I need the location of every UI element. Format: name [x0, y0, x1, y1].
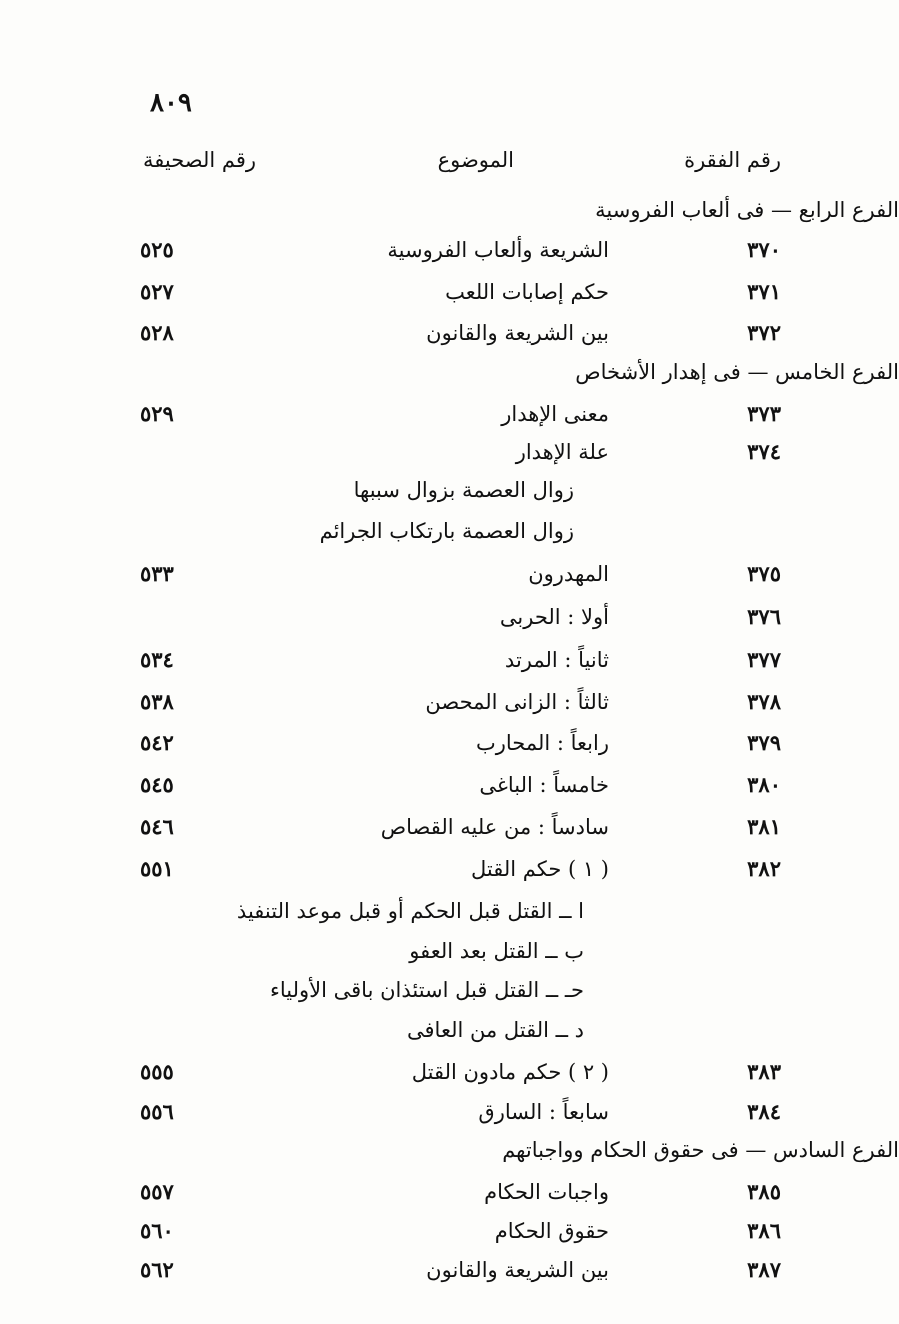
heading-text: د ــ القتل من العافى — [407, 1018, 584, 1042]
entry-page: ٥٥١ — [140, 856, 174, 881]
entry-number: ٣٧١ — [747, 279, 781, 304]
entry-page: ٥٢٧ — [140, 279, 174, 304]
toc-entry — [0, 597, 899, 637]
entry-page: ٥٥٧ — [140, 1179, 174, 1204]
entry-page: ٥٢٩ — [140, 401, 174, 426]
entry-topic: سادساً : من عليه القصاص — [380, 815, 609, 839]
entry-topic: أولا : الحربى — [499, 605, 609, 629]
toc-entry — [0, 765, 899, 805]
toc-entry — [0, 723, 899, 763]
entry-number: ٣٧٤ — [747, 439, 781, 464]
entry-number: ٣٧٩ — [747, 730, 781, 755]
entry-page: ٥٣٤ — [140, 647, 174, 672]
entry-topic: ( ١ ) حكم القتل — [470, 857, 609, 881]
toc-entry — [0, 1052, 899, 1092]
heading-text: زوال العصمة بارتكاب الجرائم — [319, 519, 574, 543]
entry-topic: ( ٢ ) حكم مادون القتل — [411, 1060, 609, 1084]
toc-entry — [0, 313, 899, 353]
heading-text: الفرع السادس — فى حقوق الحكام وواجباتهم — [502, 1138, 899, 1162]
toc-heading-sub — [0, 470, 899, 510]
heading-text: الفرع الرابع — فى ألعاب الفروسية — [595, 198, 899, 222]
entry-number: ٣٧٦ — [747, 604, 781, 629]
toc-entry — [0, 432, 899, 472]
heading-text: ب ــ القتل بعد العفو — [409, 939, 584, 963]
toc-entry — [0, 640, 899, 680]
toc-entry — [0, 1211, 899, 1251]
toc-entry — [0, 230, 899, 270]
toc-heading-section — [0, 352, 899, 392]
toc-heading-subsub — [0, 891, 899, 931]
toc-entry — [0, 554, 899, 594]
entry-page: ٥٥٦ — [140, 1099, 174, 1124]
toc-heading-subsub — [0, 1010, 899, 1050]
entry-page: ٥٢٥ — [140, 237, 174, 262]
heading-text: زوال العصمة بزوال سببها — [353, 478, 574, 502]
entry-number: ٣٧٥ — [747, 561, 781, 586]
entry-page: ٥٦٠ — [140, 1218, 174, 1243]
entry-number: ٣٨٢ — [747, 856, 781, 881]
entry-number: ٣٨١ — [747, 814, 781, 839]
toc-heading-subsub — [0, 970, 899, 1010]
entry-topic: بين الشريعة والقانون — [426, 321, 609, 345]
entry-number: ٣٨٧ — [747, 1257, 781, 1282]
entry-page: ٥٣٣ — [140, 561, 174, 586]
entry-number: ٣٨٦ — [747, 1218, 781, 1243]
entry-page: ٥٤٢ — [140, 730, 174, 755]
entry-page: ٥٤٦ — [140, 814, 174, 839]
entry-topic: حقوق الحكام — [494, 1219, 609, 1243]
toc-entry — [0, 394, 899, 434]
entry-number: ٣٧٨ — [747, 689, 781, 714]
page-number: ٨٠٩ — [150, 88, 192, 118]
heading-text: ا ــ القتل قبل الحكم أو قبل موعد التنفيذ — [236, 899, 584, 923]
entry-topic: ثالثاً : الزانى المحصن — [425, 690, 609, 714]
entry-number: ٣٨٤ — [747, 1099, 781, 1124]
toc-entry — [0, 1172, 899, 1212]
entry-topic: المهدرون — [528, 562, 609, 586]
entry-page: ٥٣٨ — [140, 689, 174, 714]
heading-text: حـ ــ القتل قبل استئذان باقى الأولياء — [270, 978, 584, 1002]
entry-number: ٣٨٣ — [747, 1059, 781, 1084]
entry-topic: الشريعة وألعاب الفروسية — [387, 238, 609, 262]
entry-number: ٣٧٧ — [747, 647, 781, 672]
toc-heading-section — [0, 1130, 899, 1170]
toc-heading-section — [0, 190, 899, 230]
toc-entry — [0, 682, 899, 722]
entry-topic: ثانياً : المرتد — [504, 648, 609, 672]
entry-number: ٣٧٠ — [747, 237, 781, 262]
toc-entry — [0, 807, 899, 847]
toc-entry — [0, 272, 899, 312]
header-paragraph-no: رقم الفقرة — [684, 148, 781, 172]
entry-page: ٥٥٥ — [140, 1059, 174, 1084]
entry-topic: رابعاً : المحارب — [475, 731, 609, 755]
heading-text: الفرع الخامس — فى إهدار الأشخاص — [575, 360, 899, 384]
entry-topic: علة الإهدار — [515, 440, 609, 464]
entry-topic: واجبات الحكام — [484, 1180, 609, 1204]
entry-topic: خامساً : الباغى — [479, 773, 609, 797]
entry-page: ٥٦٢ — [140, 1257, 174, 1282]
entry-number: ٣٧٢ — [747, 320, 781, 345]
entry-topic: حكم إصابات اللعب — [445, 280, 609, 304]
toc-heading-sub — [0, 511, 899, 551]
header-page-no: رقم الصحيفة — [143, 148, 257, 172]
entry-number: ٣٧٣ — [747, 401, 781, 426]
entry-topic: بين الشريعة والقانون — [426, 1258, 609, 1282]
toc-entry — [0, 849, 899, 889]
header-topic: الموضوع — [437, 148, 514, 172]
entry-number: ٣٨٠ — [747, 772, 781, 797]
entry-topic: سابعاً : السارق — [478, 1100, 609, 1124]
entry-topic: معنى الإهدار — [501, 402, 609, 426]
entry-page: ٥٤٥ — [140, 772, 174, 797]
entry-number: ٣٨٥ — [747, 1179, 781, 1204]
entry-page: ٥٢٨ — [140, 320, 174, 345]
toc-heading-subsub — [0, 931, 899, 971]
toc-entry — [0, 1250, 899, 1290]
toc-entry — [0, 1092, 899, 1132]
